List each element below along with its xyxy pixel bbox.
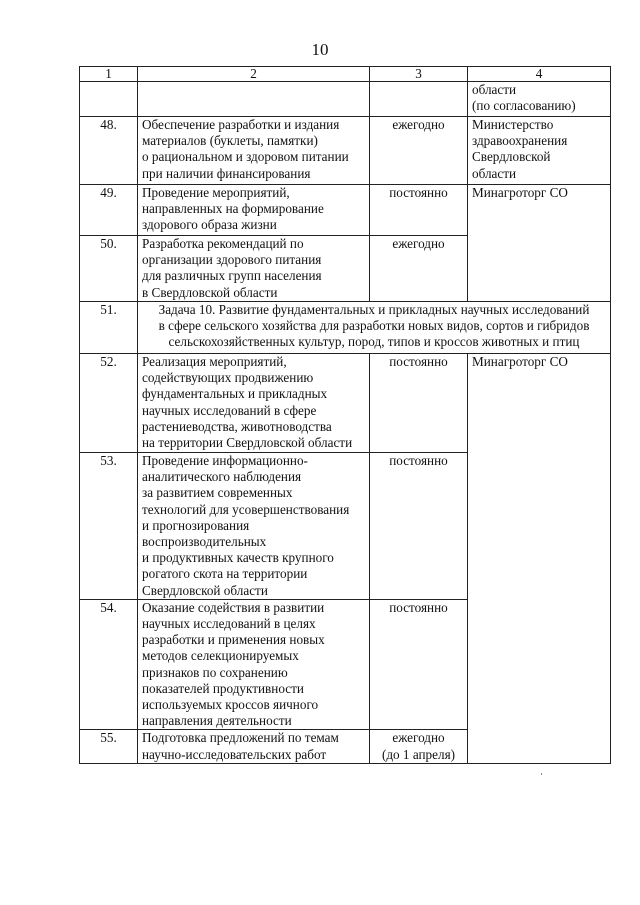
activity-line: Проведение информационно- (142, 453, 308, 468)
frequency-cell (370, 599, 468, 730)
activity-line: методов селекционируемых (142, 648, 299, 664)
activity-line: для различных групп населения (142, 268, 322, 284)
activity-line: научно-исследовательских работ (142, 746, 327, 762)
carry-over-row (80, 82, 611, 117)
responsible-line: области (472, 165, 517, 181)
activity-line: Реализация мероприятий, (142, 354, 287, 369)
activity-line: о рациональном и здоровом питании (142, 149, 349, 165)
activity-line: в Свердловской области (142, 284, 278, 300)
row-number: 51. (80, 302, 138, 354)
scan-mark (541, 773, 542, 775)
carry-frequency-cell (370, 82, 468, 117)
frequency-line: постоянно (389, 354, 448, 369)
responsible-cell (468, 354, 611, 764)
responsible-line: Минагроторг СО (472, 185, 568, 200)
activity-line: рогатого скота на территории (142, 566, 308, 582)
activity-line: научных исследований в целях (142, 616, 316, 632)
activity-line: за развитием современных (142, 485, 293, 501)
activity-text (138, 730, 370, 764)
page-number: 10 (311, 40, 329, 59)
carry-num-cell (80, 82, 138, 117)
activity-line: направления деятельности (142, 713, 292, 729)
task-line: Задача 10. Развитие фундаментальных и прикладных научных исследований (158, 302, 590, 317)
activity-line: Обеспечение разработки и издания (142, 117, 340, 132)
activity-line: Разработка рекомендаций по (142, 236, 304, 251)
activity-line: научных исследований в сфере (142, 402, 317, 418)
frequency-line: ежегодно (392, 730, 445, 746)
column-header-4: 4 (468, 67, 611, 82)
activity-line: и продуктивных качеств крупного (142, 550, 334, 566)
frequency-cell (370, 185, 468, 236)
column-header-2: 2 (138, 67, 370, 82)
activity-line: воспроизводительных (142, 534, 267, 550)
activity-line: содействующих продвижению (142, 370, 314, 386)
activity-text (138, 354, 370, 453)
activity-line: организации здорового питания (142, 252, 322, 268)
task-line: в сфере сельского хозяйства для разработки новых видов, сортов и гибридов (158, 318, 590, 334)
responsible-line: Свердловской (472, 149, 551, 165)
activity-line: материалов (буклеты, памятки) (142, 133, 318, 149)
activity-line: Оказание содействия в развитии (142, 599, 325, 615)
row-number: 50. (80, 236, 138, 302)
header-row (80, 67, 611, 82)
carry-responsible-line: области (472, 82, 517, 97)
row-number: 52. (80, 354, 138, 453)
row-number: 55. (80, 730, 138, 764)
table-row (80, 354, 611, 453)
frequency-line: (до 1 апреля) (381, 746, 456, 762)
row-number: 53. (80, 453, 138, 600)
activity-line: растениеводства, животноводства (142, 418, 332, 434)
frequency-line: постоянно (389, 599, 448, 615)
column-header-1: 1 (80, 67, 138, 82)
carry-responsible-cell (468, 82, 611, 117)
activity-line: аналитического наблюдения (142, 469, 302, 485)
activity-text (138, 236, 370, 302)
task-heading (138, 302, 611, 354)
task-line: сельскохозяйственных культур, пород, типов и кроссов животных и птиц (168, 334, 580, 350)
activity-line: при наличии финансирования (142, 165, 311, 181)
activity-line: фундаментальных и прикладных (142, 386, 328, 402)
action-plan-table (79, 66, 611, 764)
responsible-line: Министерство (472, 117, 554, 132)
activity-line: показателей продуктивности (142, 680, 304, 696)
activity-text (138, 453, 370, 600)
responsible-line: Минагроторг СО (472, 354, 568, 369)
task-row (80, 302, 611, 354)
table-row (80, 117, 611, 185)
row-number: 49. (80, 185, 138, 236)
column-header-3: 3 (370, 67, 468, 82)
frequency-cell (370, 730, 468, 764)
activity-text (138, 117, 370, 185)
activity-line: признаков по сохранению (142, 664, 288, 680)
activity-line: Свердловской области (142, 582, 268, 598)
activity-line: используемых кроссов яичного (142, 697, 319, 713)
frequency-line: постоянно (389, 185, 448, 200)
activity-line: Подготовка предложений по темам (142, 730, 339, 746)
activity-line: и прогнозирования (142, 517, 250, 533)
responsible-cell (468, 185, 611, 302)
responsible-cell (468, 117, 611, 185)
table-row (80, 185, 611, 236)
activity-line: направленных на формирование (142, 201, 324, 217)
frequency-line: ежегодно (392, 117, 445, 132)
activity-line: технологий для усовершенствования (142, 501, 350, 517)
frequency-cell (370, 354, 468, 453)
frequency-line: постоянно (389, 453, 448, 468)
activity-text (138, 599, 370, 730)
carry-responsible-line: (по согласованию) (472, 98, 576, 114)
activity-line: здорового образа жизни (142, 217, 277, 233)
frequency-cell (370, 236, 468, 302)
frequency-cell (370, 117, 468, 185)
row-number: 48. (80, 117, 138, 185)
activity-line: Проведение мероприятий, (142, 185, 290, 200)
row-number: 54. (80, 599, 138, 730)
activity-line: на территории Свердловской области (142, 435, 353, 451)
carry-text-cell (138, 82, 370, 117)
responsible-line: здравоохранения (472, 133, 568, 149)
frequency-line: ежегодно (392, 236, 445, 251)
activity-line: разработки и применения новых (142, 632, 325, 648)
frequency-cell (370, 453, 468, 600)
activity-text (138, 185, 370, 236)
